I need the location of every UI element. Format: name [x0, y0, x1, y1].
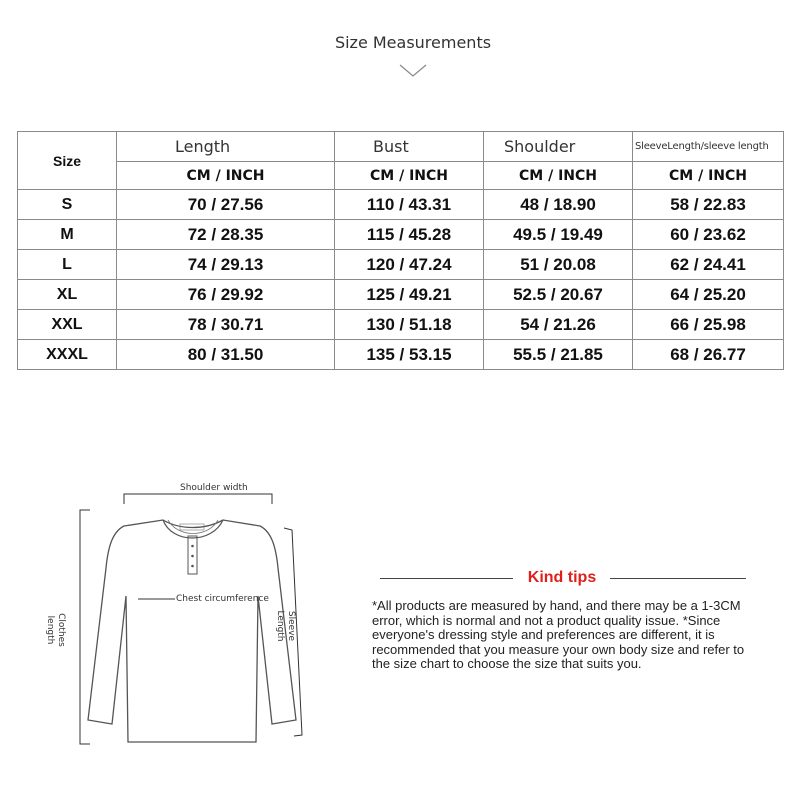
length-cell: 72 / 28.35: [117, 220, 335, 250]
tips-line: error, which is normal and not a product quality issue. *Since: [372, 612, 721, 628]
size-label: M: [18, 220, 117, 250]
sleeve-cell: 60 / 23.62: [633, 220, 784, 250]
clothes-length-label: Clothes length: [45, 613, 66, 647]
column-header-sleeve: SleeveLength/sleeve length: [633, 132, 784, 162]
kind-tips-title: Kind tips: [527, 569, 597, 586]
unit-label: CM / INCH: [484, 162, 633, 190]
sleeve-cell: 62 / 24.41: [633, 250, 784, 280]
table-row: [18, 190, 784, 220]
table-unit-row: [18, 162, 784, 190]
bust-cell: 135 / 53.15: [335, 340, 484, 370]
length-cell: 78 / 30.71: [117, 310, 335, 340]
shoulder-width-label: Shoulder width: [180, 483, 248, 493]
kind-tips-text: [372, 599, 772, 672]
tips-line: recommended that you measure your own body size and refer to: [372, 641, 745, 657]
column-header-length: Length: [117, 132, 335, 162]
bust-cell: 115 / 45.28: [335, 220, 484, 250]
sleeve-cell: 66 / 25.98: [633, 310, 784, 340]
column-header-bust: Bust: [335, 132, 484, 162]
unit-label: CM / INCH: [633, 162, 784, 190]
size-header: Size: [18, 132, 117, 190]
shoulder-cell: 51 / 20.08: [484, 250, 633, 280]
shoulder-cell: 55.5 / 21.85: [484, 340, 633, 370]
unit-label: CM / INCH: [335, 162, 484, 190]
table-row: [18, 280, 784, 310]
table-row: [18, 340, 784, 370]
unit-label: CM / INCH: [117, 162, 335, 190]
garment-diagram: [40, 470, 340, 760]
sleeve-cell: 68 / 26.77: [633, 340, 784, 370]
tips-line: the size chart to choose the size that suits you.: [372, 656, 642, 672]
sleeve-length-label: Sleeve Length: [275, 610, 296, 642]
table-row: [18, 250, 784, 280]
shoulder-cell: 52.5 / 20.67: [484, 280, 633, 310]
chest-circumference-label: Chest circumference: [176, 594, 269, 604]
chevron-down-icon: [398, 62, 428, 78]
tips-line: *All products are measured by hand, and there may be a 1-3CM: [372, 598, 741, 613]
length-cell: 74 / 29.13: [117, 250, 335, 280]
size-label: XXXL: [18, 340, 117, 370]
length-cell: 76 / 29.92: [117, 280, 335, 310]
size-label: L: [18, 250, 117, 280]
shoulder-cell: 49.5 / 19.49: [484, 220, 633, 250]
column-header-shoulder: Shoulder: [484, 132, 633, 162]
page-title: Size Measurements: [334, 33, 492, 52]
size-table: [17, 131, 784, 370]
bust-cell: 110 / 43.31: [335, 190, 484, 220]
table-header-row: [18, 132, 784, 162]
bust-cell: 120 / 47.24: [335, 250, 484, 280]
size-label: S: [18, 190, 117, 220]
table-row: [18, 220, 784, 250]
length-cell: 80 / 31.50: [117, 340, 335, 370]
shoulder-cell: 48 / 18.90: [484, 190, 633, 220]
table-row: [18, 310, 784, 340]
bust-cell: 125 / 49.21: [335, 280, 484, 310]
sleeve-cell: 64 / 25.20: [633, 280, 784, 310]
size-label: XL: [18, 280, 117, 310]
shoulder-cell: 54 / 21.26: [484, 310, 633, 340]
bust-cell: 130 / 51.18: [335, 310, 484, 340]
length-cell: 70 / 27.56: [117, 190, 335, 220]
size-label: XXL: [18, 310, 117, 340]
sleeve-cell: 58 / 22.83: [633, 190, 784, 220]
tips-line: everyone's dressing style and preferences are different, it is: [372, 627, 715, 643]
